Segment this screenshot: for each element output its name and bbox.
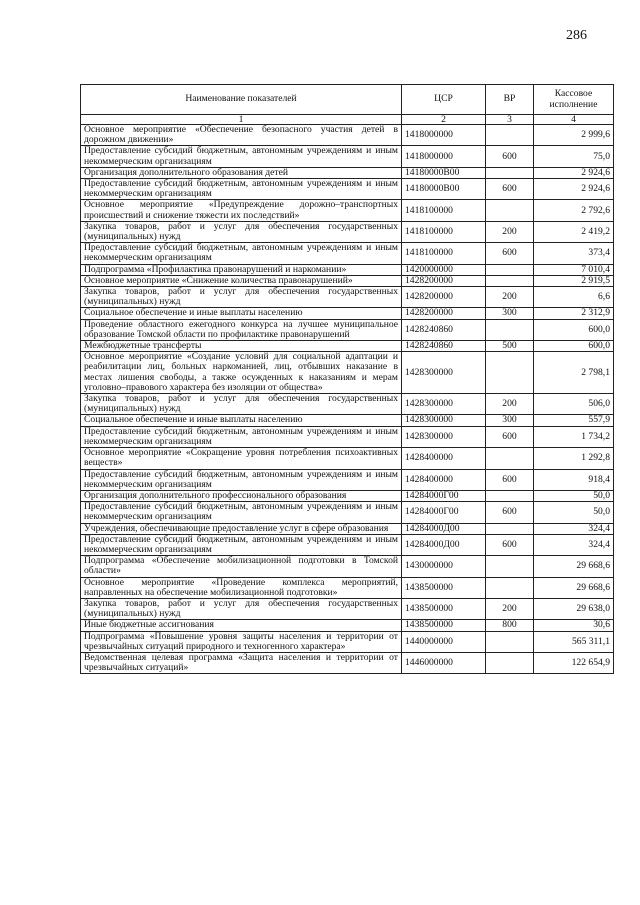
cell-csr: 1420000000 xyxy=(402,264,486,275)
cell-exec: 506,0 xyxy=(534,394,614,415)
cell-exec: 7 010,4 xyxy=(534,264,614,275)
cell-name: Закупка товаров, работ и услуг для обеспечения государственных (муниципальных) нужд xyxy=(81,598,402,619)
table-row xyxy=(81,352,614,394)
cell-exec: 50,0 xyxy=(534,490,614,501)
cell-vr xyxy=(486,167,534,178)
cell-name: Закупка товаров, работ и услуг для обеспечения государственных (муниципальных) нужд xyxy=(81,394,402,415)
table-row xyxy=(81,523,614,534)
cell-csr: 1418100000 xyxy=(402,200,486,221)
cell-vr: 600 xyxy=(486,426,534,447)
table-row xyxy=(81,308,614,319)
cell-name: Ведомственная целевая программа «Защита населения и территории от чрезвычайных ситуаций» xyxy=(81,652,402,673)
table-row xyxy=(81,490,614,501)
cell-exec: 122 654,9 xyxy=(534,652,614,673)
cell-csr: 1428200000 xyxy=(402,275,486,286)
cell-csr: 14284000Д00 xyxy=(402,523,486,534)
cell-name: Предоставление субсидий бюджетным, автономным учреждениям и иным некоммерческим организациям xyxy=(81,502,402,523)
cell-vr xyxy=(486,319,534,340)
cell-vr xyxy=(486,490,534,501)
cell-csr: 14180000В00 xyxy=(402,179,486,200)
cell-vr xyxy=(486,125,534,146)
cell-name: Основное мероприятие «Предупреждение дорожно–транспортных происшествий и снижение тяжести их последствий» xyxy=(81,200,402,221)
table-row xyxy=(81,200,614,221)
table-row xyxy=(81,125,614,146)
cell-exec: 2 792,6 xyxy=(534,200,614,221)
cell-vr xyxy=(486,264,534,275)
table-row xyxy=(81,502,614,523)
cell-name: Основное мероприятие «Сокращение уровня потребления психоактивных веществ» xyxy=(81,448,402,469)
cell-exec: 2 924,6 xyxy=(534,179,614,200)
cell-exec: 29 668,6 xyxy=(534,577,614,598)
cell-name: Организация дополнительного профессионального образования xyxy=(81,490,402,501)
cell-name: Организация дополнительного образования детей xyxy=(81,167,402,178)
cell-exec: 600,0 xyxy=(534,341,614,352)
table-row xyxy=(81,275,614,286)
column-number: 2 xyxy=(402,115,486,125)
table-row xyxy=(81,469,614,490)
cell-csr: 1428300000 xyxy=(402,352,486,394)
cell-name: Основное мероприятие «Проведение комплекса мероприятий, направленных на обеспечение мобилизационной подготовки» xyxy=(81,577,402,598)
cell-exec: 50,0 xyxy=(534,502,614,523)
cell-exec: 6,6 xyxy=(534,287,614,308)
cell-csr: 1438500000 xyxy=(402,620,486,631)
cell-csr: 1438500000 xyxy=(402,598,486,619)
table-row xyxy=(81,287,614,308)
cell-exec: 29 668,6 xyxy=(534,556,614,577)
cell-exec: 565 311,1 xyxy=(534,631,614,652)
cell-name: Предоставление субсидий бюджетным, автономным учреждениям и иным некоммерческим организациям xyxy=(81,469,402,490)
cell-exec: 2 419,2 xyxy=(534,221,614,242)
cell-exec: 2 924,6 xyxy=(534,167,614,178)
cell-name: Проведение областного ежегодного конкурса на лучшее муниципальное образование Томской области по профилактике правонарушений xyxy=(81,319,402,340)
cell-name: Подпрограмма «Повышение уровня защиты населения и территории от чрезвычайных ситуаций природного и техногенного характера» xyxy=(81,631,402,652)
header-exec: Кассовое исполнение xyxy=(534,85,614,115)
table-row xyxy=(81,577,614,598)
cell-name: Подпрограмма «Обеспечение мобилизационной подготовки в Томской области» xyxy=(81,556,402,577)
cell-exec: 1 734,2 xyxy=(534,426,614,447)
header-csr: ЦСР xyxy=(402,85,486,115)
cell-vr xyxy=(486,523,534,534)
cell-vr: 600 xyxy=(486,534,534,555)
cell-exec: 2 919,5 xyxy=(534,275,614,286)
table-row xyxy=(81,620,614,631)
header-vr: ВР xyxy=(486,85,534,115)
cell-vr: 200 xyxy=(486,394,534,415)
cell-vr: 200 xyxy=(486,287,534,308)
table-row xyxy=(81,415,614,426)
cell-csr: 1438500000 xyxy=(402,577,486,598)
cell-name: Иные бюджетные ассигнования xyxy=(81,620,402,631)
cell-name: Основное мероприятие «Обеспечение безопасного участия детей в дорожном движении» xyxy=(81,125,402,146)
table-row xyxy=(81,598,614,619)
cell-exec: 2 312,9 xyxy=(534,308,614,319)
cell-name: Основное мероприятие «Снижение количества правонарушений» xyxy=(81,275,402,286)
table-body xyxy=(81,125,614,674)
cell-exec: 600,0 xyxy=(534,319,614,340)
cell-name: Предоставление субсидий бюджетным, автономным учреждениям и иным некоммерческим организациям xyxy=(81,534,402,555)
table-row xyxy=(81,394,614,415)
cell-name: Учреждения, обеспечивающие предоставление услуг в сфере образования xyxy=(81,523,402,534)
cell-name: Межбюджетные трансферты xyxy=(81,341,402,352)
cell-csr: 1428400000 xyxy=(402,448,486,469)
cell-csr: 1428300000 xyxy=(402,394,486,415)
table-row xyxy=(81,319,614,340)
cell-vr xyxy=(486,631,534,652)
cell-vr: 300 xyxy=(486,308,534,319)
cell-exec: 30,6 xyxy=(534,620,614,631)
cell-name: Предоставление субсидий бюджетным, автономным учреждениям и иным некоммерческим организациям xyxy=(81,179,402,200)
cell-name: Социальное обеспечение и иные выплаты населению xyxy=(81,415,402,426)
column-number: 4 xyxy=(534,115,614,125)
cell-exec: 324,4 xyxy=(534,523,614,534)
table-row xyxy=(81,146,614,167)
cell-exec: 918,4 xyxy=(534,469,614,490)
cell-csr: 1446000000 xyxy=(402,652,486,673)
cell-csr: 1428240860 xyxy=(402,319,486,340)
cell-exec: 75,0 xyxy=(534,146,614,167)
table-row xyxy=(81,534,614,555)
cell-csr: 14284000Д00 xyxy=(402,534,486,555)
cell-name: Предоставление субсидий бюджетным, автономным учреждениям и иным некоммерческим организациям xyxy=(81,243,402,264)
cell-csr: 1428200000 xyxy=(402,308,486,319)
cell-vr xyxy=(486,352,534,394)
table-row xyxy=(81,341,614,352)
table-row xyxy=(81,448,614,469)
cell-name: Закупка товаров, работ и услуг для обеспечения государственных (муниципальных) нужд xyxy=(81,221,402,242)
column-number: 1 xyxy=(81,115,402,125)
cell-exec: 373,4 xyxy=(534,243,614,264)
cell-csr: 1428400000 xyxy=(402,469,486,490)
cell-exec: 2 798,1 xyxy=(534,352,614,394)
cell-vr: 200 xyxy=(486,598,534,619)
cell-vr: 600 xyxy=(486,146,534,167)
cell-csr: 1428300000 xyxy=(402,415,486,426)
cell-csr: 1428240860 xyxy=(402,341,486,352)
table-row xyxy=(81,556,614,577)
cell-csr: 14284000Г00 xyxy=(402,502,486,523)
cell-csr: 1428200000 xyxy=(402,287,486,308)
cell-vr: 600 xyxy=(486,179,534,200)
cell-vr: 600 xyxy=(486,502,534,523)
table-row xyxy=(81,243,614,264)
cell-vr xyxy=(486,448,534,469)
cell-csr: 1440000000 xyxy=(402,631,486,652)
cell-name: Предоставление субсидий бюджетным, автономным учреждениям и иным некоммерческим организациям xyxy=(81,426,402,447)
cell-exec: 324,4 xyxy=(534,534,614,555)
cell-vr xyxy=(486,275,534,286)
cell-name: Социальное обеспечение и иные выплаты населению xyxy=(81,308,402,319)
budget-table xyxy=(80,84,614,674)
cell-csr: 14180000В00 xyxy=(402,167,486,178)
cell-csr: 1418100000 xyxy=(402,221,486,242)
table-row xyxy=(81,426,614,447)
cell-vr xyxy=(486,556,534,577)
cell-vr: 500 xyxy=(486,341,534,352)
cell-vr: 800 xyxy=(486,620,534,631)
cell-name: Подпрограмма «Профилактика правонарушений и наркомании» xyxy=(81,264,402,275)
table-row xyxy=(81,179,614,200)
cell-csr: 14284000Г00 xyxy=(402,490,486,501)
table-row xyxy=(81,264,614,275)
cell-vr: 600 xyxy=(486,469,534,490)
numbering-row xyxy=(81,115,614,125)
table-row xyxy=(81,652,614,673)
cell-csr: 1418000000 xyxy=(402,125,486,146)
table-row xyxy=(81,167,614,178)
cell-csr: 1428300000 xyxy=(402,426,486,447)
cell-name: Закупка товаров, работ и услуг для обеспечения государственных (муниципальных) нужд xyxy=(81,287,402,308)
cell-csr: 1418100000 xyxy=(402,243,486,264)
cell-exec: 29 638,0 xyxy=(534,598,614,619)
header-row xyxy=(81,85,614,115)
cell-exec: 1 292,8 xyxy=(534,448,614,469)
cell-csr: 1430000000 xyxy=(402,556,486,577)
page-number: 286 xyxy=(566,28,587,43)
cell-name: Основное мероприятие «Создание условий для социальной адаптации и реабилитации лиц, больных наркоманией, лиц, отбывших наказание в местах лишения свободы, а также осужденных к наказаниям и мерам уголовно–правового характера без изоляции от общества» xyxy=(81,352,402,394)
cell-vr xyxy=(486,652,534,673)
column-number: 3 xyxy=(486,115,534,125)
table-row xyxy=(81,631,614,652)
cell-exec: 2 999,6 xyxy=(534,125,614,146)
cell-vr: 600 xyxy=(486,243,534,264)
cell-csr: 1418000000 xyxy=(402,146,486,167)
cell-exec: 557,9 xyxy=(534,415,614,426)
cell-vr: 200 xyxy=(486,221,534,242)
cell-vr xyxy=(486,200,534,221)
header-name: Наименование показателей xyxy=(81,85,402,115)
cell-vr: 300 xyxy=(486,415,534,426)
cell-name: Предоставление субсидий бюджетным, автономным учреждениям и иным некоммерческим организациям xyxy=(81,146,402,167)
cell-vr xyxy=(486,577,534,598)
table-row xyxy=(81,221,614,242)
